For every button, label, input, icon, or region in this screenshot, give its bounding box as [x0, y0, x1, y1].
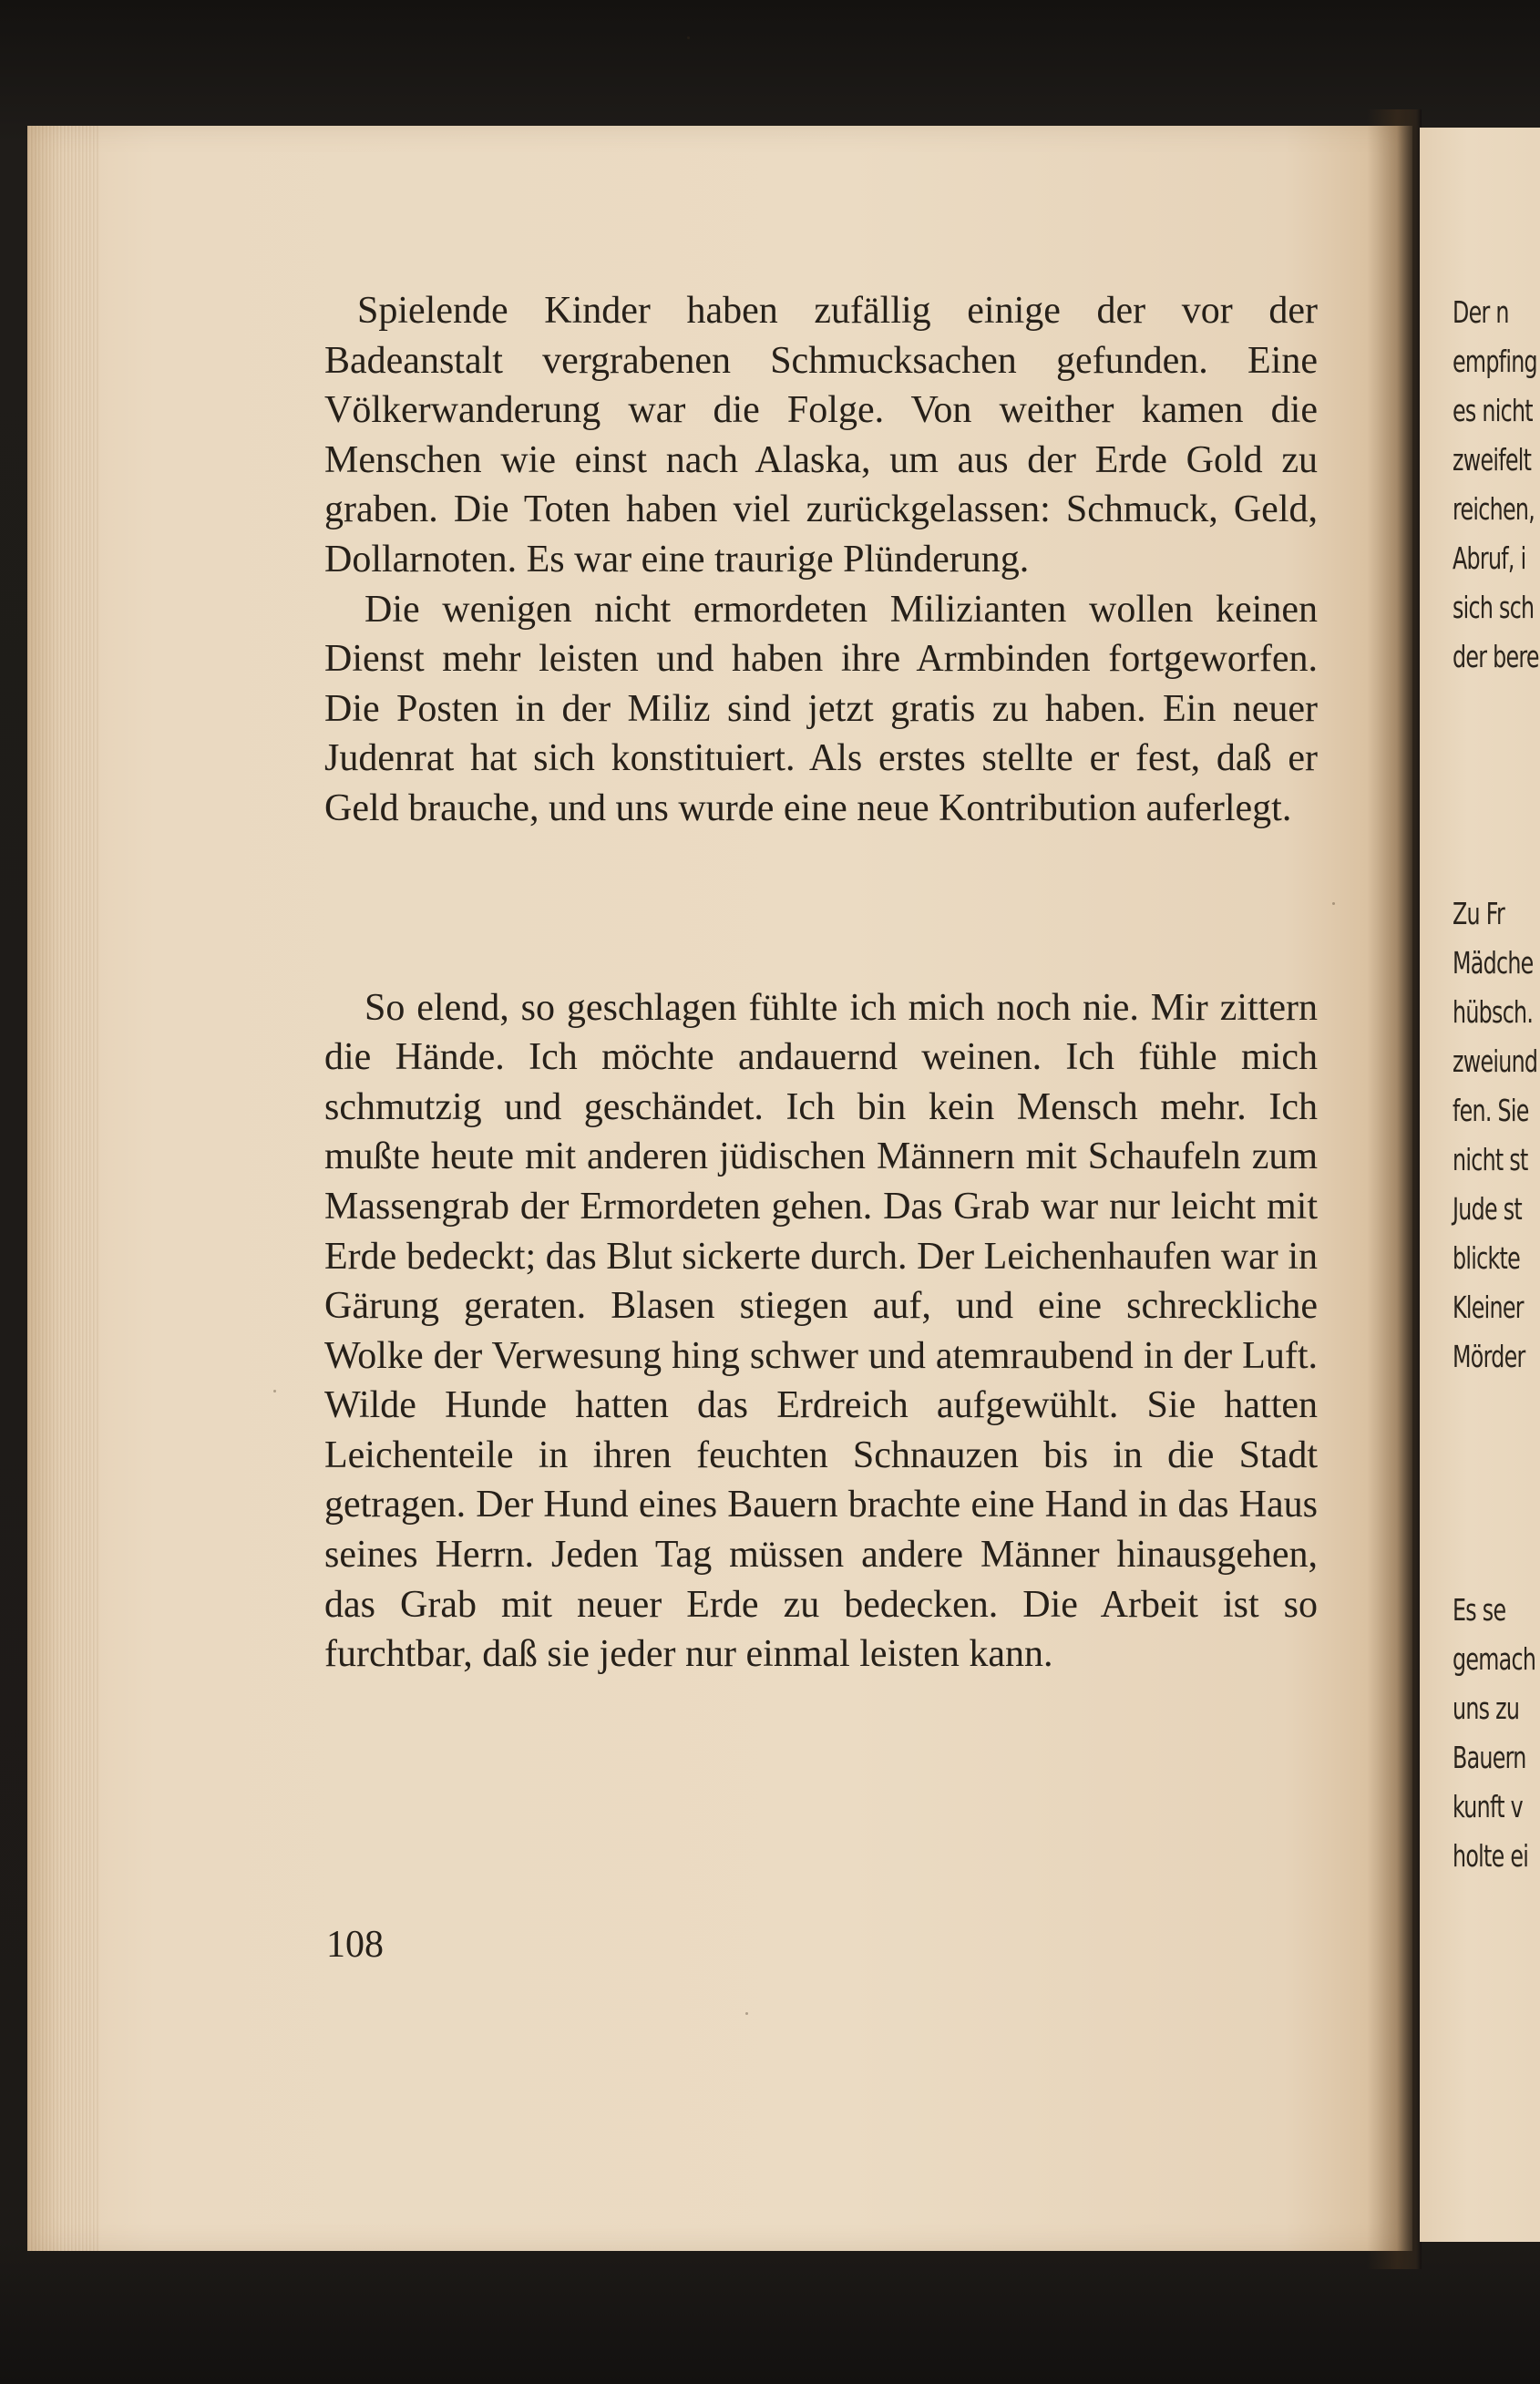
- paper-speck: [1332, 902, 1335, 905]
- right-line: Zu Fr: [1453, 896, 1505, 931]
- section-1: [324, 286, 1318, 834]
- paragraph: Spielende Kinder haben zufällig einige der vor der Badeanstalt vergrabenen Schmucksachen gefunden. Eine Völkerwanderung war die Folge. Von weither kamen die Menschen wie einst nach Alaska, um aus der Erde Gold zu graben. Die Toten haben viel zurückgelassen: Schmuck, Geld, Dollarnoten. Es war eine traurige Plünderung.: [324, 290, 1318, 581]
- right-line: sich sch: [1453, 590, 1535, 625]
- right-line: gemach: [1453, 1641, 1536, 1677]
- page-edge: [27, 126, 100, 2251]
- right-line: Bauern: [1453, 1740, 1526, 1775]
- right-line: empfing: [1453, 344, 1537, 379]
- right-line: nicht st: [1453, 1142, 1528, 1177]
- section-break: [324, 834, 1318, 983]
- right-line: Kleiner: [1453, 1290, 1524, 1325]
- section-2: [324, 983, 1318, 1680]
- left-page-text: [324, 286, 1318, 1680]
- right-line: hübsch.: [1453, 994, 1534, 1030]
- right-line: blickte: [1453, 1240, 1521, 1276]
- paragraph: Die wenigen nicht ermordeten Milizianten wollen keinen Dienst mehr leisten und haben ihre Armbinden fortgeworfen. Die Posten in der Miliz sind jetzt gratis zu haben. Ein neuer Judenrat hat sich konstituiert. Als erstes stellte er fest, daß er Geld brauche, und uns wurde eine neue Kontribution auferlegt.: [324, 588, 1318, 829]
- right-line: uns zu: [1453, 1690, 1520, 1726]
- book-gutter: [1367, 109, 1422, 2269]
- right-line: es nicht: [1453, 393, 1533, 428]
- right-line: Abruf, i: [1453, 540, 1526, 576]
- right-page: [1420, 128, 1540, 2242]
- right-line: Es se: [1453, 1592, 1506, 1628]
- paper-speck: [273, 1390, 276, 1392]
- paragraph: So elend, so geschlagen fühlte ich mich noch nie. Mir zittern die Hände. Ich möchte andauernd weinen. Ich fühle mich schmutzig und geschändet. Ich bin kein Mensch mehr. Ich mußte heute mit anderen jüdischen Männern mit Schaufeln zum Massengrab der Ermordeten gehen. Das Grab war nur leicht mit Erde bedeckt; das Blut sickerte durch. Der Leichenhaufen war in Gärung geraten. Blasen stiegen auf, und eine schreckliche Wolke der Verwesung hing schwer und atemraubend in der Luft. Wilde Hunde hatten das Erdreich aufgewühlt. Sie hatten Leichenteile in ihren feuchten Schnauzen bis in die Stadt getragen. Der Hund eines Bauern brachte eine Hand in das Haus seines Herrn. Jeden Tag müssen andere Männer hinausgehen, das Grab mit neuer Erde zu bedecken. Die Arbeit ist so furchtbar, daß sie jeder nur einmal leisten kann.: [324, 986, 1318, 1676]
- right-line: Mörder: [1453, 1339, 1525, 1374]
- right-line: fen. Sie: [1453, 1093, 1529, 1128]
- paper-speck: [687, 36, 690, 39]
- right-line: Der n: [1453, 294, 1509, 330]
- right-line: reichen,: [1453, 491, 1535, 527]
- right-line: zweifelt: [1453, 442, 1532, 478]
- right-line: holte ei: [1453, 1838, 1529, 1874]
- right-page-text: [1420, 128, 1540, 2242]
- right-line: Jude st: [1453, 1191, 1522, 1227]
- page-number: 108: [326, 1924, 384, 1966]
- right-line: Mädche: [1453, 945, 1534, 981]
- right-line: kunft v: [1453, 1789, 1523, 1824]
- right-line: der bere: [1453, 639, 1539, 674]
- paper-speck: [745, 2012, 748, 2015]
- right-line: zweiund: [1453, 1043, 1538, 1079]
